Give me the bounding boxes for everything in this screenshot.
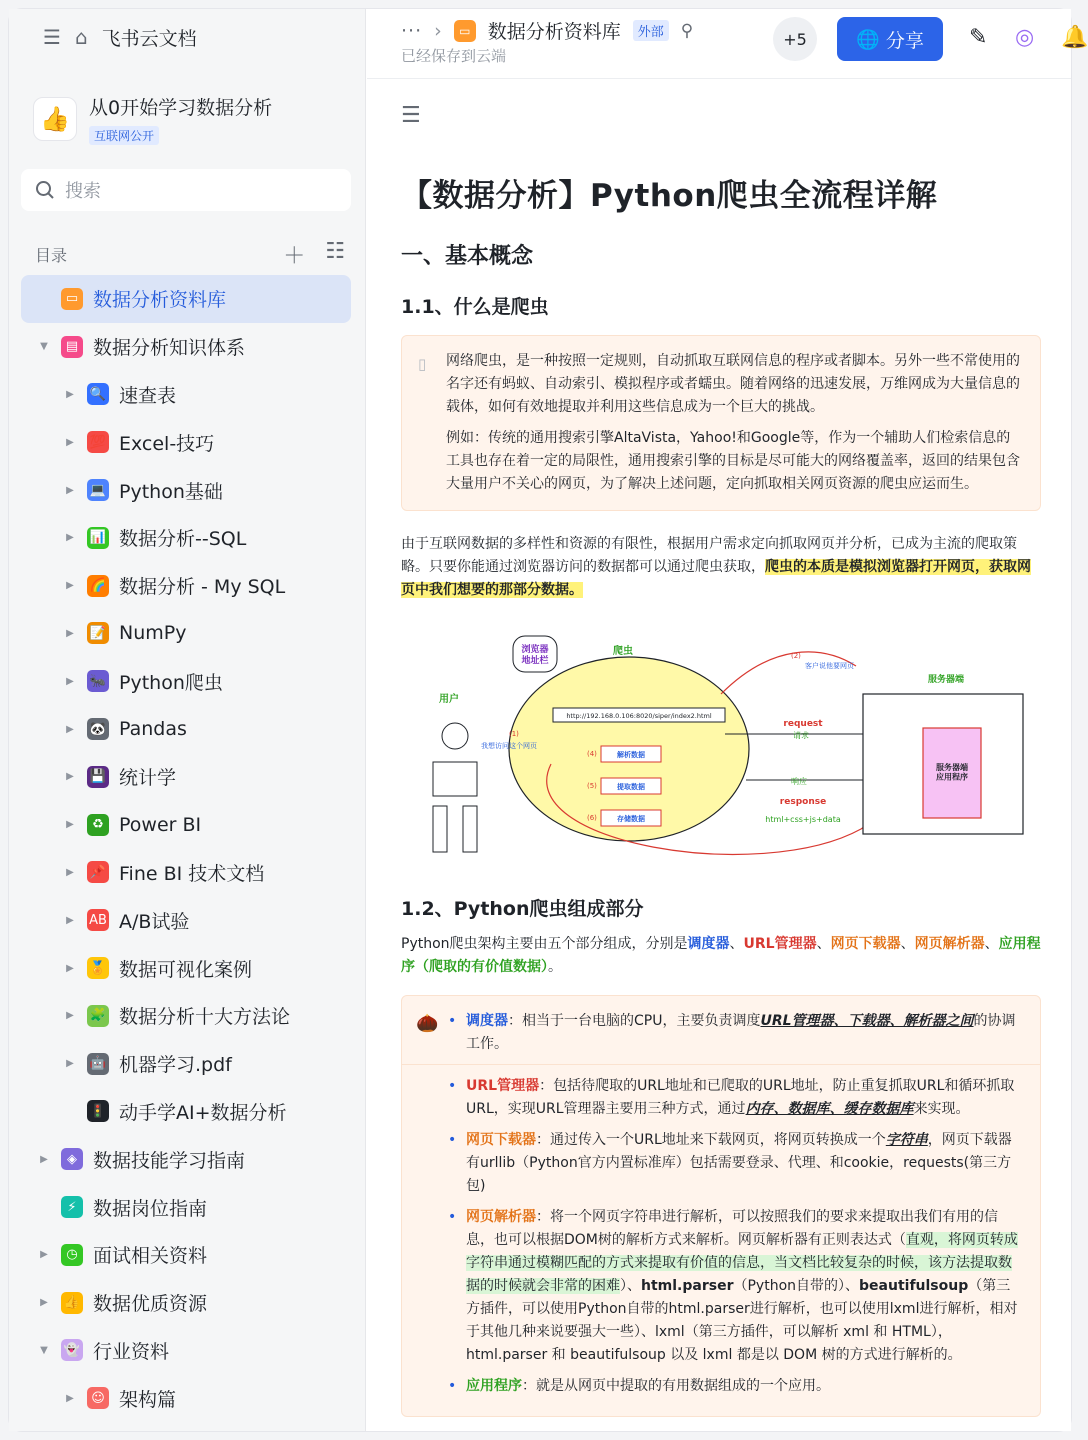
term: 应用程序	[466, 1378, 522, 1394]
sidebar-item[interactable]	[21, 849, 351, 897]
text-run: ）、	[620, 1278, 641, 1294]
chestnut-icon: 🌰	[416, 1013, 439, 1034]
chevron-right-icon[interactable]: ▶	[66, 388, 74, 400]
cube-icon: ◈	[61, 1148, 83, 1170]
text-run: ，网页下载器有urllib（Python官方内置标准库）包括需要登录、代理、和cookie，requests(第三方包)	[466, 1132, 1012, 1194]
chevron-right-icon[interactable]: ▶	[40, 1249, 48, 1261]
text-run: 由于互联网数据的多样性和资源的有限性，根据用户需求定向抓取网页并分析，已成为主流的爬取策略。只要你能通过浏览器访问的数据都可以通过爬虫获取，	[401, 536, 1017, 575]
sidebar-item[interactable]	[21, 418, 351, 466]
share-button[interactable]	[837, 17, 943, 61]
chevron-right-icon[interactable]: ▶	[66, 914, 74, 926]
diagram-payload-label: html+css+js+data	[765, 815, 841, 824]
app-title[interactable]: 飞书云文档	[101, 27, 197, 50]
sidebar-item-label: 统计学	[119, 767, 177, 790]
search-input[interactable]	[21, 169, 351, 211]
chevron-down-icon[interactable]: ▼	[40, 341, 48, 353]
diagram-url-text: http://192.168.0.106:8020/siper/index2.html	[566, 712, 712, 720]
space-header[interactable]	[33, 93, 272, 145]
robot-icon: 🤖	[87, 1053, 109, 1075]
sidebar-item-label: 数据分析资料库	[93, 289, 227, 312]
diagram-step5: (5)	[587, 782, 597, 790]
chevron-right-icon[interactable]: ▶	[66, 866, 74, 878]
sidebar-topnav	[9, 9, 366, 65]
text-run: ：相当于一台电脑的CPU，主要负责调度	[508, 1013, 761, 1029]
more-breadcrumb-button[interactable]: ···	[401, 19, 423, 42]
term: 网页解析器	[466, 1209, 536, 1225]
traffic-light-icon: 🚦	[87, 1100, 109, 1122]
term: 调度器	[466, 1013, 508, 1029]
diagram-request-label: request	[783, 719, 823, 729]
chevron-right-icon[interactable]: ▶	[66, 819, 74, 831]
doc-icon: ▭	[61, 288, 83, 310]
diagram-user-label: 用户	[439, 694, 459, 705]
hundred-icon: 💯	[87, 431, 109, 453]
diagram-step1-text: 我想访问这个网页	[481, 742, 537, 750]
text-run: ：就是从网页中提取的有用数据组成的一个应用。	[522, 1378, 830, 1394]
diagram-step1: (1)	[509, 730, 519, 738]
sidebar-item-label: 数据优质资源	[93, 1293, 208, 1316]
sidebar-item-label: Fine BI 技术文档	[119, 862, 265, 885]
term-downloader: 网页下载器	[830, 936, 901, 952]
underlined-text: 内存、数据库、缓存数据库	[745, 1101, 914, 1117]
chevron-right-icon[interactable]: ▶	[66, 484, 74, 496]
sidebar-item[interactable]	[21, 992, 351, 1040]
sidebar-item[interactable]	[21, 323, 351, 371]
list-item	[466, 1075, 1024, 1121]
callout-definition	[401, 335, 1041, 511]
chevron-right-icon[interactable]: ▶	[66, 723, 74, 735]
sidebar-item-label: 架构篇	[119, 1388, 177, 1411]
term: 网页下载器	[466, 1132, 536, 1148]
panda-icon: 🐼	[87, 718, 109, 740]
callout-paragraph: 网络爬虫，是一种按照一定规则，自动抓取互联网信息的程序或者脚本。另外一些不常使用的名字还有蚂蚁、自动索引、模拟程序或者蠕虫。随着网络的迅速发展，万维网成为大量信息的载体，如何有效地提取并利用这些信息成为一个巨大的挑战。	[446, 353, 1020, 415]
callout-paragraph: 例如：传统的通用搜索引擎AltaVista，Yahoo!和Google等，作为一个辅助人们检索信息的工具也存在着一定的局限性，通用搜索引擎的目标是尽可能大的网络覆盖率，返回的结果包含大量用户不关心的网页，为了解决上述问题，定向抓取相关网页资源的爬虫应运而生。	[446, 430, 1020, 492]
magnifier-icon: 🔍	[87, 383, 109, 405]
share-label: 分享	[885, 29, 924, 52]
heading-crawler-components: 1.2、Python爬虫组成部分	[401, 898, 644, 920]
chevron-right-icon[interactable]: ▶	[66, 1010, 74, 1022]
sidebar-item[interactable]	[21, 466, 351, 514]
sidebar-item-label: Excel-技巧	[119, 432, 215, 455]
diagram-request-cn: 请求	[793, 731, 809, 740]
diagram-server-app-label: 服务器端应用程序	[936, 763, 968, 782]
thumbs-up-logo-icon: 👍	[33, 97, 77, 141]
chevron-right-icon[interactable]: ▶	[66, 771, 74, 783]
laptop-icon: 💻	[87, 479, 109, 501]
sidebar-item-label: 数据分析--SQL	[119, 528, 247, 551]
highlight-text: 直观，将网页转成字符串通过模糊匹配的方式来提取有价值的信息，当文档比较复杂的时候，该方法提取数据的时候就会非常的困难	[466, 1232, 1018, 1294]
sidebar-item-label: 面试相关资料	[93, 1245, 208, 1268]
sidebar-item[interactable]	[21, 705, 351, 753]
text-run: 、	[984, 936, 999, 952]
bold-text: beautifulsoup	[859, 1278, 969, 1294]
edit-icon[interactable]: ✎	[969, 25, 988, 50]
diagram-crawler-label: 爬虫	[613, 646, 633, 657]
chevron-right-icon[interactable]: ▶	[66, 532, 74, 544]
term-scheduler: 调度器	[687, 936, 730, 952]
sidebar-item-label: Pandas	[119, 718, 187, 741]
paragraph-components	[401, 933, 1041, 979]
clock-icon: ◷	[61, 1244, 83, 1266]
sidebar-item-label: 动手学AI+数据分析	[119, 1101, 287, 1124]
sidebar-item[interactable]	[21, 1374, 351, 1422]
doc-content	[401, 103, 1041, 1417]
medal-icon: 🏅	[87, 957, 109, 979]
recycle-icon: ♻	[87, 814, 109, 836]
search-placeholder: 搜索	[65, 181, 101, 202]
chevron-right-icon[interactable]: ▶	[66, 580, 74, 592]
underlined-text: URL管理器、下载器、解析器之间	[760, 1013, 974, 1029]
sidebar-item-label: 速查表	[119, 384, 177, 407]
chevron-down-icon[interactable]: ▼	[40, 1344, 48, 1356]
chevron-right-icon[interactable]: ▶	[66, 627, 74, 639]
globe-icon: 🌐	[856, 28, 880, 51]
add-icon[interactable]: ＋	[283, 244, 306, 269]
sidebar-item[interactable]	[21, 371, 351, 419]
list-item	[466, 1375, 1024, 1398]
bold-text: html.parser	[641, 1278, 734, 1294]
space-badge: 互联网公开	[89, 126, 159, 145]
diagram-server-label: 服务器端	[927, 675, 965, 685]
sidebar-item[interactable]	[21, 1135, 351, 1183]
pin-icon: 📌	[87, 861, 109, 883]
sidebar-item[interactable]	[21, 514, 351, 562]
text-run: Python爬虫架构主要由五个部分组成，分别是	[401, 936, 688, 952]
text-run: 的协调工作。	[466, 1013, 1016, 1052]
chevron-right-icon[interactable]: ▶	[40, 1297, 48, 1309]
doc-header	[367, 9, 1088, 79]
list-item	[466, 1129, 1024, 1198]
text-run: ：包括待爬取的URL地址和已爬取的URL地址，防止重复抓取URL和循环抓取URL，实现URL管理器主要用三种方式，通过	[466, 1078, 1015, 1117]
highlight-text: 爬虫的本质是模拟浏览器打开网页，获取网页中我们想要的那部分数据。	[401, 559, 1031, 598]
sidebar-item-label: 数据岗位指南	[93, 1197, 208, 1220]
sidebar-item-label: 数据分析十大方法论	[119, 1006, 291, 1029]
sidebar	[9, 9, 366, 1431]
diagram-browser-label: 浏览器地址栏	[521, 645, 549, 666]
divider	[402, 1064, 1040, 1065]
sidebar-item-label: 数据技能学习指南	[93, 1149, 246, 1172]
smile-icon: ☺	[87, 1387, 109, 1409]
bar-chart-icon: 📊	[87, 527, 109, 549]
collapse-sidebar-icon[interactable]: ☰	[43, 25, 61, 49]
doc-title-crumb[interactable]: 数据分析资料库	[487, 21, 621, 43]
sidebar-item-label: NumPy	[119, 622, 187, 645]
external-badge: 外部	[633, 20, 669, 41]
text-run: 、	[900, 936, 915, 952]
doc-title: 【数据分析】Python爬虫全流程详解	[401, 178, 938, 214]
notification-bell-icon[interactable]: 🔔	[1061, 25, 1088, 50]
list-item	[466, 1010, 1024, 1056]
ab-icon: AB	[87, 909, 109, 931]
ai-assistant-icon[interactable]: ◎	[1015, 25, 1035, 50]
sidebar-item-label: 行业资料	[93, 1340, 170, 1363]
chevron-right-icon[interactable]: ▶	[66, 436, 74, 448]
diagram-step5-text: 提取数据	[617, 783, 645, 791]
chevron-right-icon: ›	[434, 19, 442, 42]
book-icon: ▤	[61, 336, 83, 358]
diagram-response-label: response	[779, 797, 827, 807]
crawler-flow-diagram	[401, 624, 1041, 882]
app-window	[8, 8, 1088, 1432]
diagram-step4: (4)	[587, 750, 597, 758]
term: URL管理器	[466, 1078, 540, 1094]
sidebar-item-label: Python爬虫	[119, 671, 223, 694]
saved-status: 已经保存到云端	[401, 47, 507, 65]
text-run: 、	[816, 936, 831, 952]
sidebar-item-label: 数据分析知识体系	[93, 337, 246, 360]
pin-icon[interactable]: ⚲	[680, 20, 694, 41]
sidebar-item-label: 机器学习.pdf	[119, 1054, 232, 1077]
toc-tree	[21, 275, 351, 1422]
text-run: （第三方插件，可以使用Python自带的html.parser进行解析，也可以使用lxml进行解析，相对于其他几种来说要强大一些）、lxml（第三方插件，可以解析 xml 和 HTML），html.parser 和 beautifulsoup 以及 lxml 都是以 DOM 树的方式进行解析的。	[466, 1278, 1018, 1363]
term-url-manager: URL管理器	[743, 936, 817, 952]
chevron-right-icon[interactable]: ▶	[66, 962, 74, 974]
doc-icon: ▭	[454, 20, 476, 42]
term-parser: 网页解析器	[914, 936, 985, 952]
text-run: ：通过传入一个URL地址来下载网页，将网页转换成一个	[536, 1132, 886, 1148]
diagram-step6: (6)	[587, 814, 597, 822]
diagram-step2: (2)	[791, 652, 801, 660]
bolt-icon: ⚡	[61, 1196, 83, 1218]
puzzle-icon: 🧩	[87, 1005, 109, 1027]
page-icon: ▯	[418, 355, 427, 373]
sidebar-item[interactable]	[21, 1183, 351, 1231]
sidebar-item-label: Power BI	[119, 813, 202, 836]
main-area	[367, 9, 1088, 1431]
floppy-icon: 💾	[87, 766, 109, 788]
sidebar-item[interactable]	[21, 753, 351, 801]
toc-header	[35, 239, 345, 270]
sidebar-item[interactable]	[21, 1088, 351, 1136]
diagram-response-cn: 响应	[791, 777, 807, 786]
home-icon[interactable]: ⌂	[74, 25, 88, 49]
sidebar-item[interactable]	[21, 1231, 351, 1279]
breadcrumb	[401, 17, 693, 44]
sidebar-item[interactable]	[21, 896, 351, 944]
heading-basic-concepts: 一、基本概念	[401, 244, 534, 269]
chevron-right-icon[interactable]: ▶	[40, 1153, 48, 1165]
text-run: 来实现。	[913, 1101, 970, 1117]
term-application: 应用程序（爬取的有价值数据）	[401, 936, 1041, 975]
thumbs-up-icon: 👍	[61, 1292, 83, 1314]
sidebar-item-label: Python基础	[119, 480, 223, 503]
space-name: 从0开始学习数据分析	[89, 97, 273, 119]
sidebar-item[interactable]	[21, 944, 351, 992]
paragraph-crawler-essence	[401, 533, 1041, 602]
chevron-right-icon[interactable]: ▶	[66, 1058, 74, 1070]
diagram-step4-text: 解析数据	[617, 751, 645, 759]
underlined-text: 字符串	[885, 1132, 928, 1148]
sidebar-item[interactable]	[21, 1040, 351, 1088]
sidebar-item[interactable]	[21, 657, 351, 705]
sidebar-item[interactable]	[21, 1327, 351, 1375]
list-item	[466, 1206, 1024, 1367]
chevron-right-icon[interactable]: ▶	[66, 675, 74, 687]
diagram-step2-text: 客户说他要网页	[805, 662, 854, 670]
diagram-step6-text: 存储数据	[617, 815, 645, 823]
text-run: 。	[548, 959, 562, 975]
search-icon	[35, 180, 55, 200]
sidebar-item[interactable]	[21, 1279, 351, 1327]
sidebar-item[interactable]	[21, 275, 351, 323]
rainbow-icon: 🌈	[87, 575, 109, 597]
sidebar-item[interactable]	[21, 562, 351, 610]
text-run: ：将一个网页字符串进行解析，可以按照我们的要求来提取出我们有用的信息，也可以根据DOM树的解析方式来解析。网页解析器有正则表达式（	[466, 1209, 998, 1248]
outline-menu-icon[interactable]: ☰	[401, 103, 421, 128]
text-run: （Python自带的）、	[733, 1278, 860, 1294]
sidebar-item-label: 数据可视化案例	[119, 958, 253, 981]
sidebar-item[interactable]	[21, 801, 351, 849]
heading-what-is-crawler: 1.1、什么是爬虫	[401, 296, 549, 318]
sidebar-item-label: 数据分析 - My SQL	[119, 576, 286, 599]
callout-components	[401, 995, 1041, 1417]
sidebar-item-label: A/B试验	[119, 910, 190, 933]
collaborators-count[interactable]: +5	[773, 17, 817, 61]
toc-label: 目录	[35, 246, 68, 265]
ghost-icon: 👻	[61, 1339, 83, 1361]
memo-icon: 📝	[87, 622, 109, 644]
chevron-right-icon[interactable]: ▶	[66, 1392, 74, 1404]
text-run: 、	[729, 936, 744, 952]
sidebar-item[interactable]	[21, 610, 351, 658]
list-settings-icon[interactable]: ☷	[325, 239, 345, 264]
ant-icon: 🐜	[87, 670, 109, 692]
